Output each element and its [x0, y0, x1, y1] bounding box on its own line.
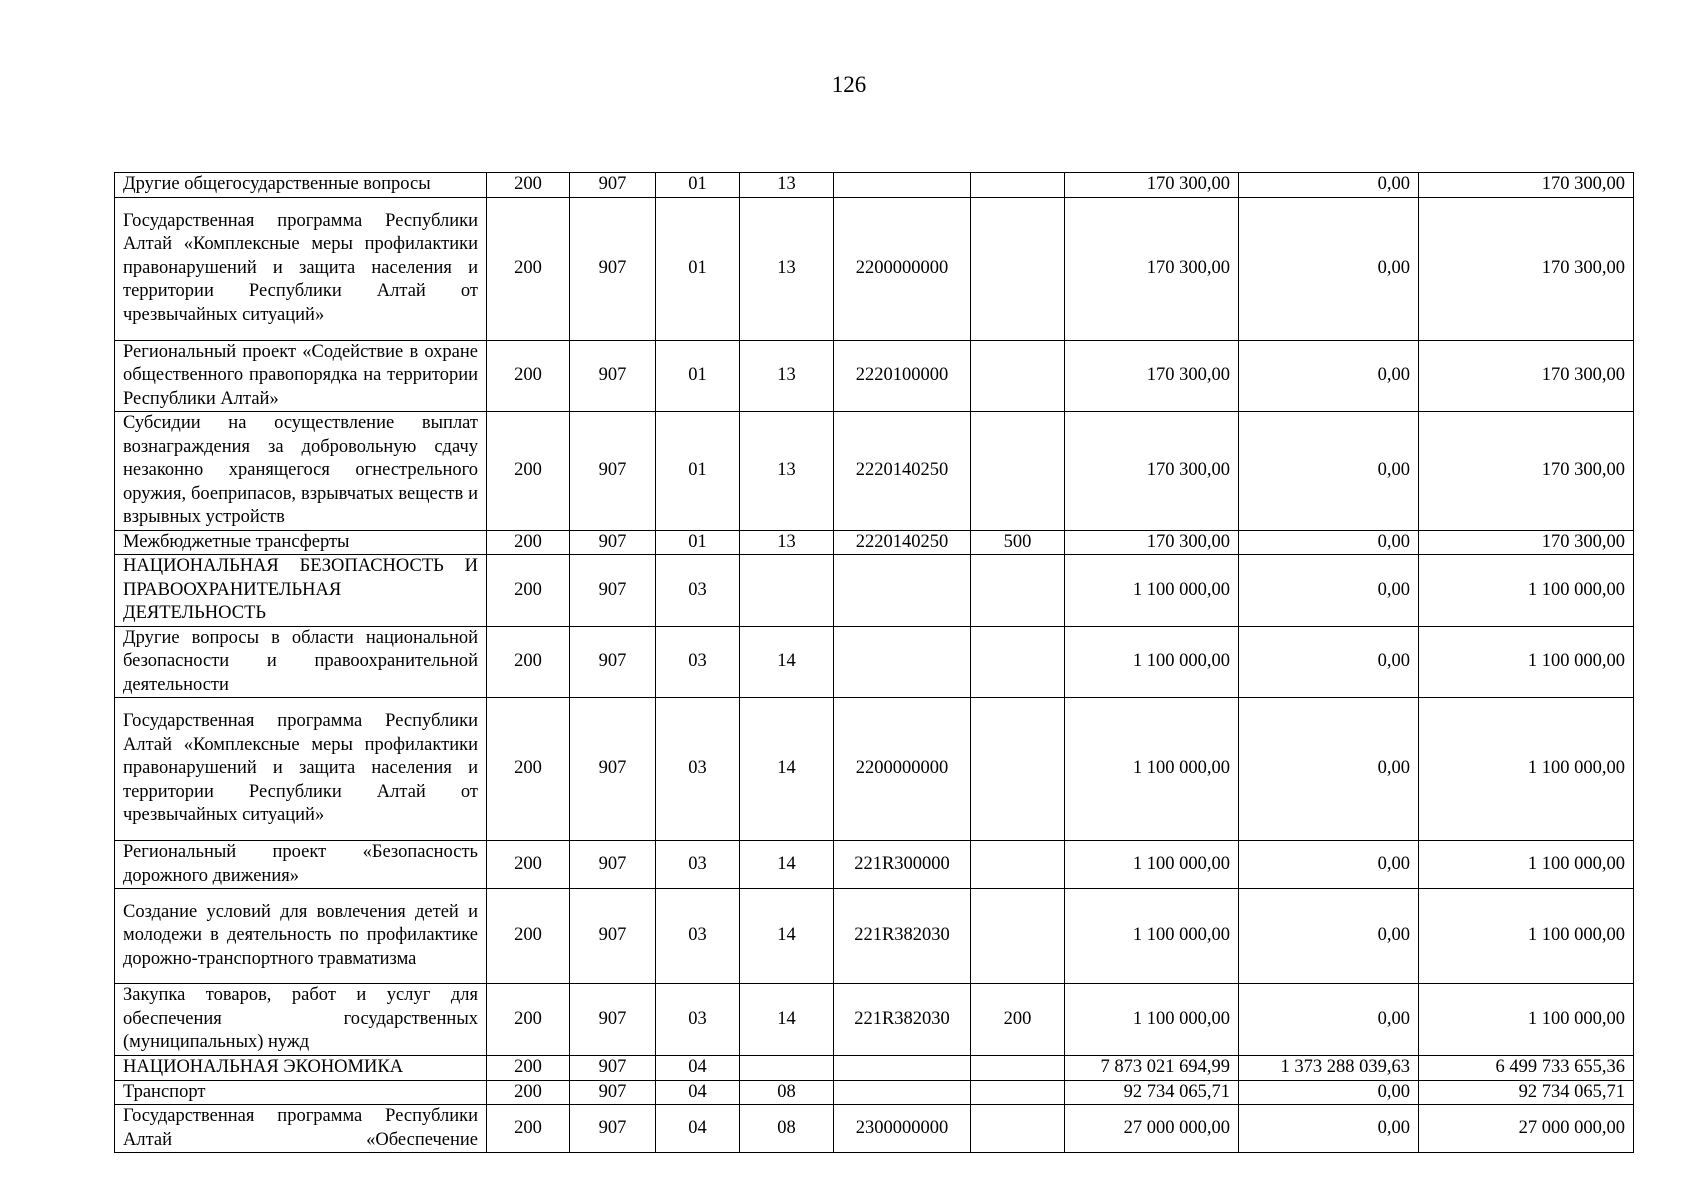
- amount-total: 170 300,00: [1065, 340, 1239, 412]
- subsection-code: 08: [740, 1105, 834, 1153]
- target-article-code: [834, 1056, 971, 1081]
- amount-total: 1 100 000,00: [1065, 841, 1239, 889]
- table-row: [115, 197, 1634, 340]
- row-name: Государственная программа Республики Алтай «Комплексные меры профилактики правонарушений и защита населения и территории Республики Алтай от чрезвычайных ситуаций»: [115, 197, 487, 340]
- section-code: 03: [656, 698, 740, 841]
- section-code: 03: [656, 626, 740, 698]
- amount-3: 6 499 733 655,36: [1419, 1056, 1634, 1081]
- amount-total: 170 300,00: [1065, 412, 1239, 531]
- amount-2: 0,00: [1239, 841, 1419, 889]
- expense-type-code: [971, 1105, 1065, 1153]
- amount-2: 0,00: [1239, 984, 1419, 1056]
- amount-total: 7 873 021 694,99: [1065, 1056, 1239, 1081]
- table-row: [115, 412, 1634, 531]
- target-article-code: 2300000000: [834, 1105, 971, 1153]
- row-name: Закупка товаров, работ и услуг для обеспечения государственных (муниципальных) нужд: [115, 984, 487, 1056]
- subsection-code: 13: [740, 197, 834, 340]
- row-name: Региональный проект «Безопасность дорожного движения»: [115, 841, 487, 889]
- expense-type-code: [971, 340, 1065, 412]
- code-column-2: 907: [570, 340, 656, 412]
- expense-type-code: [971, 841, 1065, 889]
- page-number: 126: [831, 72, 867, 97]
- code-column-1: 200: [487, 1080, 570, 1105]
- amount-2: 0,00: [1239, 555, 1419, 627]
- table-row: [115, 626, 1634, 698]
- code-column-2: 907: [570, 626, 656, 698]
- section-code: 01: [656, 412, 740, 531]
- amount-2: 0,00: [1239, 340, 1419, 412]
- code-column-1: 200: [487, 984, 570, 1056]
- expense-type-code: [971, 412, 1065, 531]
- code-column-2: 907: [570, 412, 656, 531]
- section-code: 01: [656, 173, 740, 198]
- code-column-2: 907: [570, 841, 656, 889]
- target-article-code: 2200000000: [834, 698, 971, 841]
- code-column-1: 200: [487, 530, 570, 555]
- table-row: [115, 173, 1634, 198]
- target-article-code: [834, 555, 971, 627]
- subsection-code: 13: [740, 173, 834, 198]
- amount-3: 1 100 000,00: [1419, 698, 1634, 841]
- row-name: Субсидии на осуществление выплат вознаграждения за добровольную сдачу незаконно хранящегося огнестрельного оружия, боеприпасов, взрывчатых веществ и взрывных устройств: [115, 412, 487, 531]
- code-column-2: 907: [570, 1105, 656, 1153]
- code-column-1: 200: [487, 841, 570, 889]
- row-name: НАЦИОНАЛЬНАЯ БЕЗОПАСНОСТЬ И ПРАВООХРАНИТЕЛЬНАЯ ДЕЯТЕЛЬНОСТЬ: [115, 555, 487, 627]
- code-column-1: 200: [487, 197, 570, 340]
- amount-total: 170 300,00: [1065, 197, 1239, 340]
- code-column-2: 907: [570, 889, 656, 984]
- amount-2: 0,00: [1239, 412, 1419, 531]
- amount-total: 1 100 000,00: [1065, 889, 1239, 984]
- target-article-code: 2200000000: [834, 197, 971, 340]
- expense-type-code: [971, 1056, 1065, 1081]
- section-code: 01: [656, 530, 740, 555]
- code-column-1: 200: [487, 555, 570, 627]
- row-name: Региональный проект «Содействие в охране общественного правопорядка на территории Республики Алтай»: [115, 340, 487, 412]
- subsection-code: 14: [740, 698, 834, 841]
- row-name: Государственная программа Республики Алтай «Обеспечение: [115, 1105, 487, 1153]
- code-column-1: 200: [487, 173, 570, 198]
- target-article-code: 2220140250: [834, 412, 971, 531]
- expense-type-code: [971, 197, 1065, 340]
- code-column-2: 907: [570, 530, 656, 555]
- subsection-code: 14: [740, 889, 834, 984]
- expense-type-code: [971, 173, 1065, 198]
- code-column-2: 907: [570, 555, 656, 627]
- table-row: [115, 841, 1634, 889]
- amount-total: 1 100 000,00: [1065, 984, 1239, 1056]
- subsection-code: 14: [740, 626, 834, 698]
- table-row: [115, 555, 1634, 627]
- code-column-1: 200: [487, 889, 570, 984]
- section-code: 04: [656, 1080, 740, 1105]
- amount-2: 0,00: [1239, 1105, 1419, 1153]
- target-article-code: 2220100000: [834, 340, 971, 412]
- section-code: 03: [656, 555, 740, 627]
- section-code: 01: [656, 197, 740, 340]
- subsection-code: 13: [740, 530, 834, 555]
- amount-3: 170 300,00: [1419, 340, 1634, 412]
- amount-total: 170 300,00: [1065, 530, 1239, 555]
- amount-3: 1 100 000,00: [1419, 889, 1634, 984]
- code-column-2: 907: [570, 698, 656, 841]
- code-column-1: 200: [487, 1105, 570, 1153]
- section-code: 03: [656, 841, 740, 889]
- expense-type-code: 200: [971, 984, 1065, 1056]
- table-row: [115, 1105, 1634, 1153]
- amount-total: 27 000 000,00: [1065, 1105, 1239, 1153]
- code-column-1: 200: [487, 698, 570, 841]
- amount-3: 170 300,00: [1419, 412, 1634, 531]
- code-column-2: 907: [570, 173, 656, 198]
- amount-3: 1 100 000,00: [1419, 841, 1634, 889]
- amount-3: 170 300,00: [1419, 530, 1634, 555]
- row-name: НАЦИОНАЛЬНАЯ ЭКОНОМИКА: [115, 1056, 487, 1081]
- subsection-code: 14: [740, 841, 834, 889]
- target-article-code: [834, 1080, 971, 1105]
- section-code: 03: [656, 984, 740, 1056]
- code-column-1: 200: [487, 626, 570, 698]
- expense-type-code: [971, 555, 1065, 627]
- amount-2: 0,00: [1239, 889, 1419, 984]
- target-article-code: [834, 626, 971, 698]
- expense-type-code: [971, 889, 1065, 984]
- amount-2: 0,00: [1239, 173, 1419, 198]
- section-code: 04: [656, 1105, 740, 1153]
- target-article-code: 221R382030: [834, 984, 971, 1056]
- subsection-code: 08: [740, 1080, 834, 1105]
- expense-type-code: [971, 626, 1065, 698]
- target-article-code: 2220140250: [834, 530, 971, 555]
- target-article-code: 221R300000: [834, 841, 971, 889]
- code-column-2: 907: [570, 197, 656, 340]
- row-name: Другие общегосударственные вопросы: [115, 173, 487, 198]
- section-code: 03: [656, 889, 740, 984]
- target-article-code: [834, 173, 971, 198]
- code-column-1: 200: [487, 1056, 570, 1081]
- amount-2: 0,00: [1239, 1080, 1419, 1105]
- amount-total: 170 300,00: [1065, 173, 1239, 198]
- amount-3: 27 000 000,00: [1419, 1105, 1634, 1153]
- target-article-code: 221R382030: [834, 889, 971, 984]
- amount-2: 0,00: [1239, 698, 1419, 841]
- subsection-code: [740, 555, 834, 627]
- code-column-1: 200: [487, 412, 570, 531]
- amount-2: 0,00: [1239, 626, 1419, 698]
- table-row: [115, 1056, 1634, 1081]
- amount-total: 92 734 065,71: [1065, 1080, 1239, 1105]
- expense-type-code: [971, 698, 1065, 841]
- code-column-2: 907: [570, 1056, 656, 1081]
- table-row: [115, 530, 1634, 555]
- table-row: [115, 889, 1634, 984]
- table-row: [115, 340, 1634, 412]
- subsection-code: 13: [740, 340, 834, 412]
- table-row: [115, 1080, 1634, 1105]
- budget-table: [114, 172, 1634, 1153]
- code-column-1: 200: [487, 340, 570, 412]
- code-column-2: 907: [570, 984, 656, 1056]
- amount-3: 170 300,00: [1419, 173, 1634, 198]
- subsection-code: [740, 1056, 834, 1081]
- amount-2: 0,00: [1239, 197, 1419, 340]
- amount-3: 1 100 000,00: [1419, 555, 1634, 627]
- amount-total: 1 100 000,00: [1065, 698, 1239, 841]
- expense-type-code: 500: [971, 530, 1065, 555]
- amount-total: 1 100 000,00: [1065, 555, 1239, 627]
- amount-3: 1 100 000,00: [1419, 984, 1634, 1056]
- section-code: 04: [656, 1056, 740, 1081]
- amount-total: 1 100 000,00: [1065, 626, 1239, 698]
- row-name: Другие вопросы в области национальной безопасности и правоохранительной деятельности: [115, 626, 487, 698]
- subsection-code: 14: [740, 984, 834, 1056]
- row-name: Транспорт: [115, 1080, 487, 1105]
- amount-3: 1 100 000,00: [1419, 626, 1634, 698]
- table-row: [115, 984, 1634, 1056]
- section-code: 01: [656, 340, 740, 412]
- row-name: Межбюджетные трансферты: [115, 530, 487, 555]
- expense-type-code: [971, 1080, 1065, 1105]
- row-name: Создание условий для вовлечения детей и молодежи в деятельность по профилактике дорожно-транспортного травматизма: [115, 889, 487, 984]
- code-column-2: 907: [570, 1080, 656, 1105]
- amount-3: 92 734 065,71: [1419, 1080, 1634, 1105]
- table-row: [115, 698, 1634, 841]
- row-name: Государственная программа Республики Алтай «Комплексные меры профилактики правонарушений и защита населения и территории Республики Алтай от чрезвычайных ситуаций»: [115, 698, 487, 841]
- subsection-code: 13: [740, 412, 834, 531]
- amount-2: 0,00: [1239, 530, 1419, 555]
- amount-2: 1 373 288 039,63: [1239, 1056, 1419, 1081]
- amount-3: 170 300,00: [1419, 197, 1634, 340]
